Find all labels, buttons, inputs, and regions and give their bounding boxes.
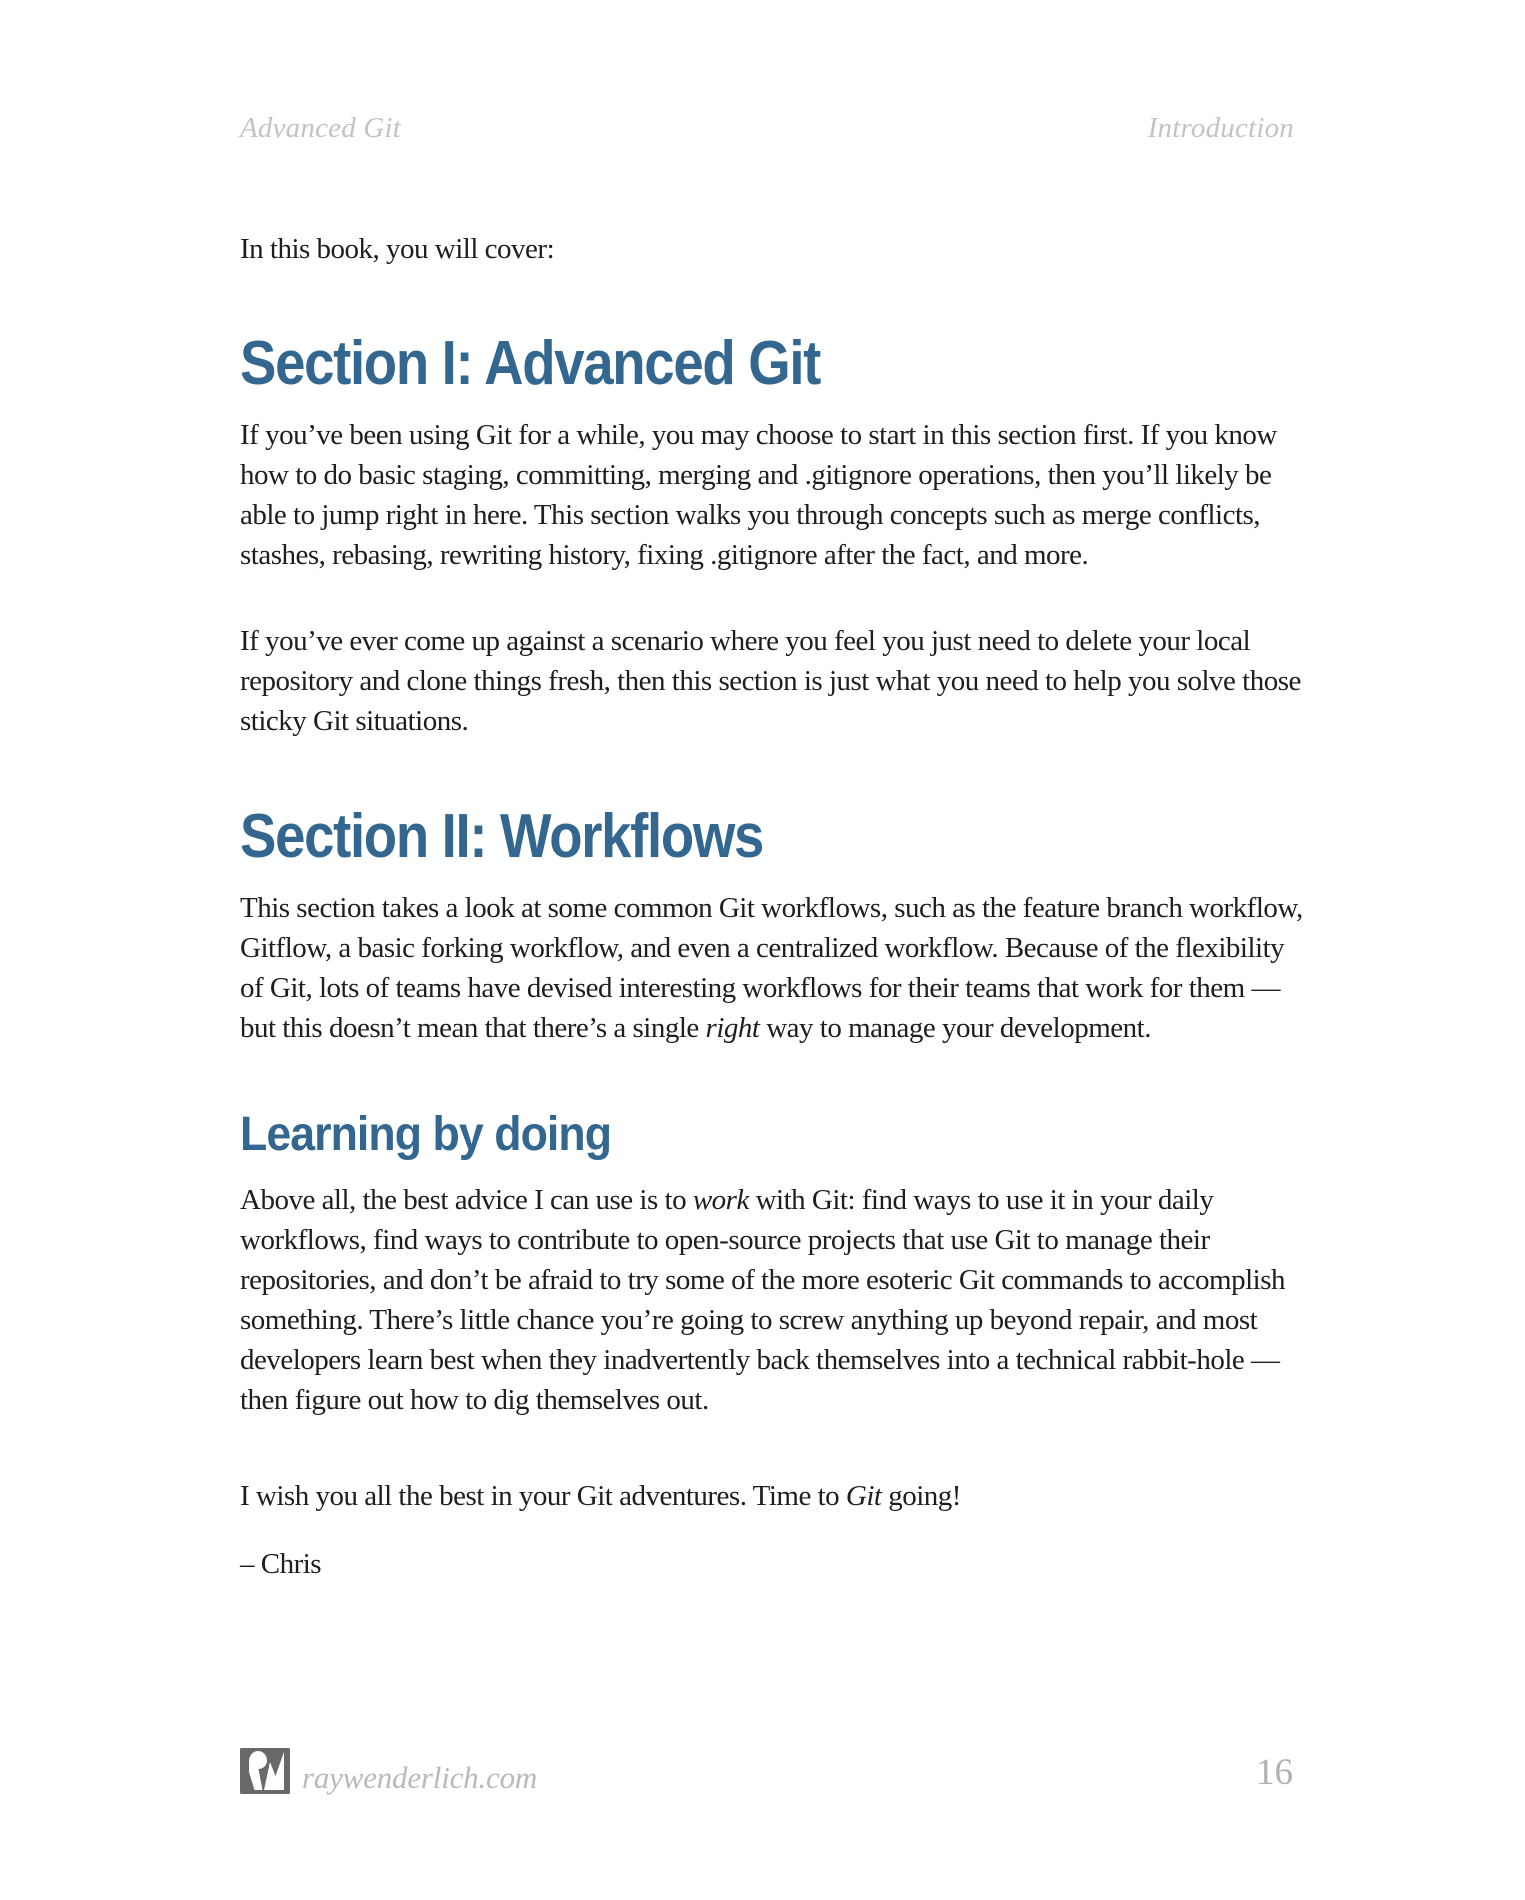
learning-paragraph-1: Above all, the best advice I can use is to work with Git: find ways to use it in your daily workflows, find ways to contribute to open-source projects that use Git to manage their repositories, and don’t be afraid to try some of the more esoteric Git commands to accomplish something. There’s little chance you’re going to screw anything up beyond repair, and most developers learn best when they inadvertently back themselves into a technical rabbit-hole — then figure out how to dig themselves out. — [240, 1184, 1286, 1416]
intro-paragraph: In this book, you will cover: — [240, 233, 555, 265]
closing-paragraph: I wish you all the best in your Git adventures. Time to Git going! — [240, 1480, 961, 1512]
section2-title: Section II: Workflows — [240, 802, 763, 871]
page-number: 16 — [1256, 1752, 1293, 1793]
footer-brand-text: raywenderlich.com — [302, 1760, 538, 1795]
section2-paragraph-1: This section takes a look at some common Git workflows, such as the feature branch workflow, Gitflow, a basic forking workflow, and even a centralized workflow. Because of the flexibility of Git, lots of teams have devised interesting workflows for their teams that work for them — but this doesn’t mean that there’s a single right way to manage your development. — [240, 892, 1303, 1044]
section1-title: Section I: Advanced Git — [240, 329, 821, 398]
section1-paragraph-2: If you’ve ever come up against a scenario where you feel you just need to delete your local repository and clone things fresh, then this section is just what you need to help you solve those sticky Git situations. — [240, 625, 1301, 737]
running-header — [240, 112, 1294, 144]
header-book-title: Advanced Git — [240, 112, 402, 144]
author-signoff: – Chris — [240, 1548, 322, 1580]
header-chapter-title: Introduction — [1147, 112, 1294, 144]
raywenderlich-logo-icon — [240, 1748, 290, 1794]
section1-paragraph-1: If you’ve been using Git for a while, you may choose to start in this section first. If you know how to do basic staging, committing, merging and .gitignore operations, then you’ll likely be able to jump right in here. This section walks you through concepts such as merge conflicts, stashes, rebasing, rewriting history, fixing .gitignore after the fact, and more. — [240, 419, 1277, 571]
learning-by-doing-title: Learning by doing — [240, 1108, 612, 1161]
